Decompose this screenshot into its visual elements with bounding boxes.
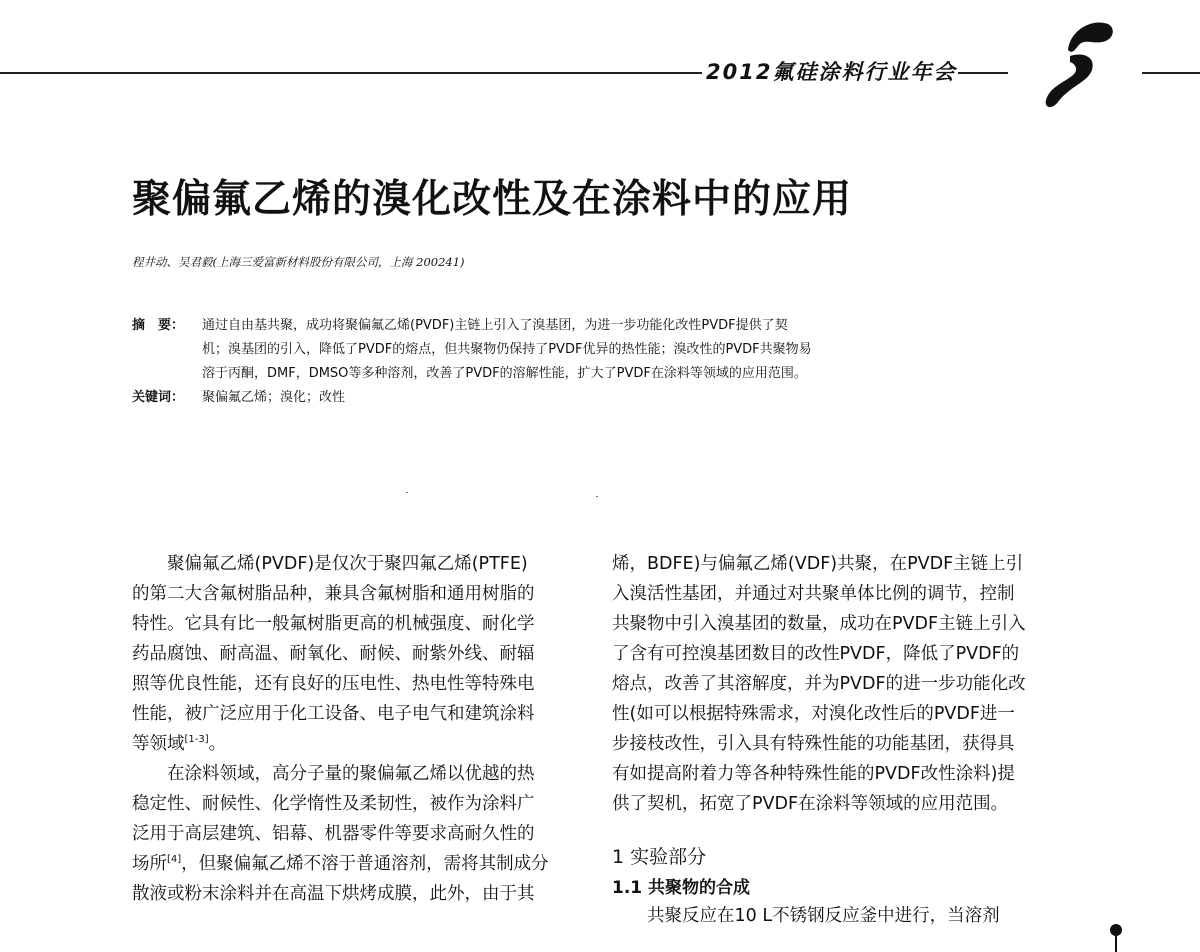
- body-line: 性能，被广泛应用于化工设备、电子电气和建筑涂料: [132, 704, 535, 724]
- body-text: 等领域: [132, 734, 185, 754]
- section-heading: 1 实验部分: [612, 846, 707, 868]
- body-line: 共聚反应在10 L不锈钢反应釜中进行，当溶剂: [647, 906, 1000, 926]
- body-text: 。: [208, 734, 227, 754]
- body-line: 步接枝改性，引入具有特殊性能的功能基团，获得具: [612, 734, 1015, 754]
- body-text: 场所: [132, 854, 167, 874]
- body-line: 在涂料领域，高分子量的聚偏氟乙烯以优越的热: [167, 764, 535, 784]
- scan-speck: [406, 492, 408, 493]
- conference-logo-icon: [1030, 12, 1120, 112]
- body-right-column: [612, 549, 1062, 931]
- abstract-line: 溶于丙酮，DMF，DMSO等多种溶剂，改善了PVDF的溶解性能，扩大了PVDF在涂料等领域的应用范围。: [202, 366, 807, 381]
- pin-mark-head: [1110, 924, 1122, 936]
- header-rule-right: [1142, 72, 1200, 74]
- body-text: ，但聚偏氟乙烯不溶于普通溶剂，需将其制成分: [181, 854, 549, 874]
- citation: [4]: [167, 854, 182, 866]
- body-line: [132, 849, 582, 879]
- header-rule-left: [0, 72, 702, 74]
- body-line: 供了契机，拓宽了PVDF在涂料等领域的应用范围。: [612, 794, 1009, 814]
- body-line: 烯，BDFE)与偏氟乙烯(VDF)共聚，在PVDF主链上引: [612, 554, 1024, 574]
- scan-speck: [596, 496, 598, 497]
- body-line: 共聚物中引入溴基团的数量，成功在PVDF主链上引入: [612, 614, 1026, 634]
- body-line: 聚偏氟乙烯(PVDF)是仅次于聚四氟乙烯(PTFE): [167, 554, 528, 574]
- conference-title: 2012氟硅涂料行业年会: [706, 60, 957, 84]
- paper-authors: 程井动、吴君毅(上海三爱富新材料股份有限公司，上海 200241): [132, 255, 465, 269]
- body-line: 照等优良性能，还有良好的压电性、热电性等特殊电: [132, 674, 535, 694]
- citation: [1-3]: [184, 734, 209, 746]
- body-line: 特性。它具有比一般氟树脂更高的机械强度、耐化学: [132, 614, 535, 634]
- subsection-heading: 1.1 共聚物的合成: [612, 878, 751, 898]
- body-line: 泛用于高层建筑、铝幕、机器零件等要求高耐久性的: [132, 824, 535, 844]
- keywords-label: 关键词：: [132, 390, 185, 405]
- body-line: 的第二大含氟树脂品种，兼具含氟树脂和通用树脂的: [132, 584, 535, 604]
- body-line: 散液或粉末涂料并在高温下烘烤成膜，此外，由于其: [132, 884, 535, 904]
- abstract-label: 摘 要：: [132, 318, 185, 333]
- abstract-line: 通过自由基共聚，成功将聚偏氟乙烯(PVDF)主链上引入了溴基团，为进一步功能化改性PVDF提供了契: [202, 318, 788, 333]
- paper-title: 聚偏氟乙烯的溴化改性及在涂料中的应用: [132, 177, 853, 222]
- body-left-column: [132, 549, 582, 909]
- body-line: 了含有可控溴基团数目的改性PVDF，降低了PVDF的: [612, 644, 1020, 664]
- body-line: 有如提高附着力等各种特殊性能的PVDF改性涂料)提: [612, 764, 1015, 784]
- body-line: 熔点，改善了其溶解度，并为PVDF的进一步功能化改: [612, 674, 1026, 694]
- header-rule-mid: [958, 72, 1008, 74]
- body-line: 药品腐蚀、耐高温、耐氧化、耐候、耐紫外线、耐辐: [132, 644, 535, 664]
- body-line: [132, 729, 582, 759]
- abstract-line: 机；溴基团的引入，降低了PVDF的熔点，但共聚物仍保持了PVDF优异的热性能；溴改性的PVDF共聚物易: [202, 342, 812, 357]
- body-line: 稳定性、耐候性、化学惰性及柔韧性，被作为涂料广: [132, 794, 535, 814]
- body-line: 性(如可以根据特殊需求，对溴化改性后的PVDF进一: [612, 704, 1015, 724]
- body-line: 入溴活性基团，并通过对共聚单体比例的调节，控制: [612, 584, 1015, 604]
- keywords-text: 聚偏氟乙烯；溴化；改性: [202, 390, 346, 405]
